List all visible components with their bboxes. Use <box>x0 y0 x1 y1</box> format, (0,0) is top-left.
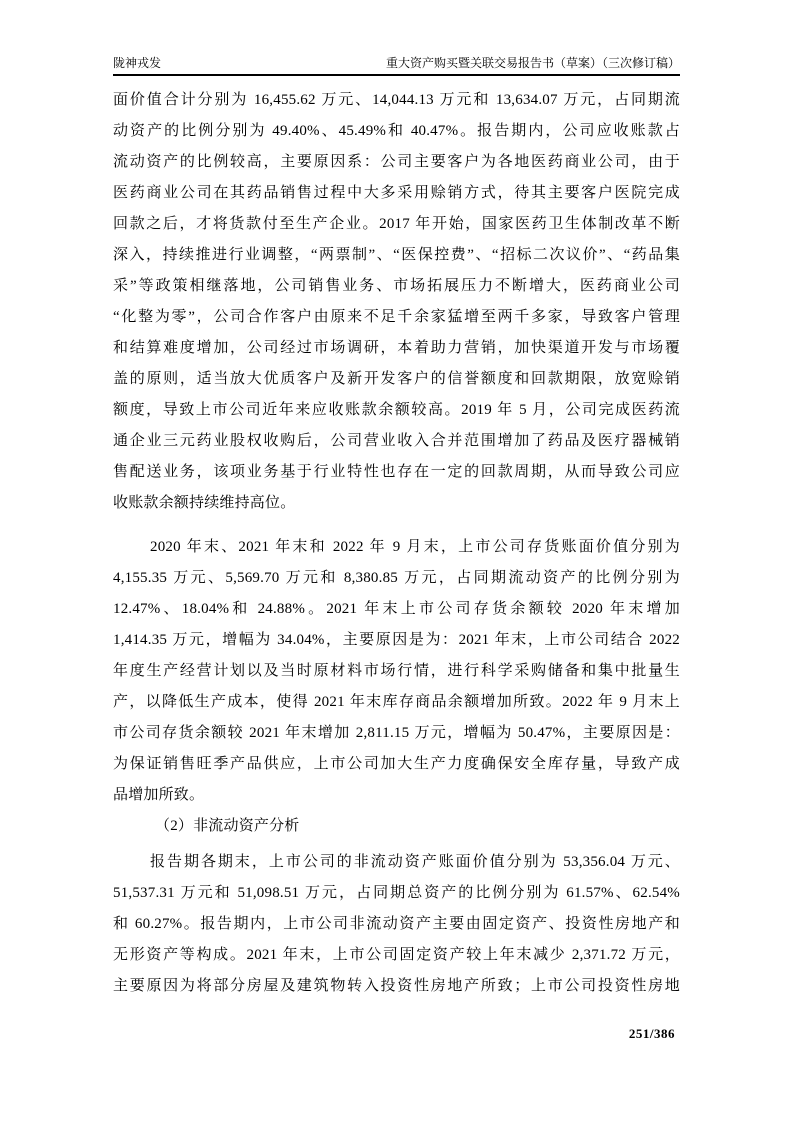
text-line: 和 60.27%。报告期内，上市公司非流动资产主要由固定资产、投资性房地产和 <box>113 916 680 932</box>
page-header <box>113 54 680 72</box>
text-line: 年度生产经营计划以及当时原材料市场行情，进行科学采购储备和集中批量生 <box>113 663 680 679</box>
text-line: 通企业三元药业股权收购后，公司营业收入合并范围增加了药品及医疗器械销 <box>113 433 680 449</box>
text-line: 医药商业公司在其药品销售过程中大多采用赊销方式，待其主要客户医院完成 <box>113 185 680 201</box>
text-line: 4,155.35 万元、5,569.70 万元和 8,380.85 万元，占同期流动资产的比例分别为 <box>113 570 680 586</box>
text-line: 和结算难度增加，公司经过市场调研，本着助力营销，加快渠道开发与市场覆 <box>113 340 680 356</box>
text-line: 主要原因为将部分房屋及建筑物转入投资性房地产所致；上市公司投资性房地 <box>113 978 680 994</box>
text-line: 无形资产等构成。2021 年末，上市公司固定资产较上年末减少 2,371.72 万元， <box>113 947 680 963</box>
text-line: 2020 年末、2021 年末和 2022 年 9 月末，上市公司存货账面价值分别为 <box>150 539 680 555</box>
paragraph <box>113 847 680 1002</box>
text-line: 额度，导致上市公司近年来应收账款余额较高。2019 年 5 月，公司完成医药流 <box>113 402 680 418</box>
text-line: 流动资产的比例较高，主要原因系：公司主要客户为各地医药商业公司，由于 <box>113 154 680 170</box>
text-line: 51,537.31 万元和 51,098.51 万元，占同期总资产的比例分别为 61.57%、62.54% <box>113 885 680 901</box>
text-line: 1,414.35 万元，增幅为 34.04%，主要原因是为：2021 年末，上市公司结合 2022 <box>113 632 680 648</box>
text-line: 市公司存货余额较 2021 年末增加 2,811.15 万元，增幅为 50.47%，主要原因是： <box>113 725 680 741</box>
section-heading: （2）非流动资产分析 <box>155 818 300 834</box>
text-line: 品增加所致。 <box>113 787 205 803</box>
text-line: 报告期各期末，上市公司的非流动资产账面价值分别为 53,356.04 万元、 <box>150 854 680 870</box>
paragraph <box>113 532 680 811</box>
text-line: 动资产的比例分别为 49.40%、45.49%和 40.47%。报告期内，公司应收账款占 <box>113 123 680 139</box>
text-line: 为保证销售旺季产品供应，上市公司加大生产力度确保安全库存量，导致产成 <box>113 756 680 772</box>
footer-page-number: 251/386 <box>628 1026 675 1041</box>
text-line: 售配送业务，该项业务基于行业特性也存在一定的回款周期，从而导致公司应 <box>113 464 680 480</box>
text-line: “化整为零”，公司合作客户由原来不足千余家猛增至两千多家，导致客户管理 <box>113 309 680 325</box>
header-company-name: 陇神戎发 <box>113 56 162 70</box>
text-line: 面价值合计分别为 16,455.62 万元、14,044.13 万元和 13,634.07 万元，占同期流 <box>113 92 680 108</box>
header-divider <box>113 74 680 76</box>
text-line: 深入，持续推进行业调整，“两票制”、“医保控费”、“招标二次议价”、“药品集 <box>113 247 680 263</box>
text-line: 产，以降低生产成本，使得 2021 年末库存商品余额增加所致。2022 年 9 月末上 <box>113 694 680 710</box>
paragraph <box>113 85 680 519</box>
text-line: 收账款余额持续维持高位。 <box>113 495 296 511</box>
header-report-title: 重大资产购买暨关联交易报告书（草案）（三次修订稿） <box>385 56 680 70</box>
text-line: 12.47%、18.04%和 24.88%。2021 年末上市公司存货余额较 2020 年末增加 <box>113 601 680 617</box>
document-body <box>113 85 680 1002</box>
text-line: 采”等政策相继落地，公司销售业务、市场拓展压力不断增大，医药商业公司 <box>113 278 680 294</box>
text-line: 盖的原则，适当放大优质客户及新开发客户的信誉额度和回款期限，放宽赊销 <box>113 371 680 387</box>
text-line: 回款之后，才将货款付至生产企业。2017 年开始，国家医药卫生体制改革不断 <box>113 216 680 232</box>
